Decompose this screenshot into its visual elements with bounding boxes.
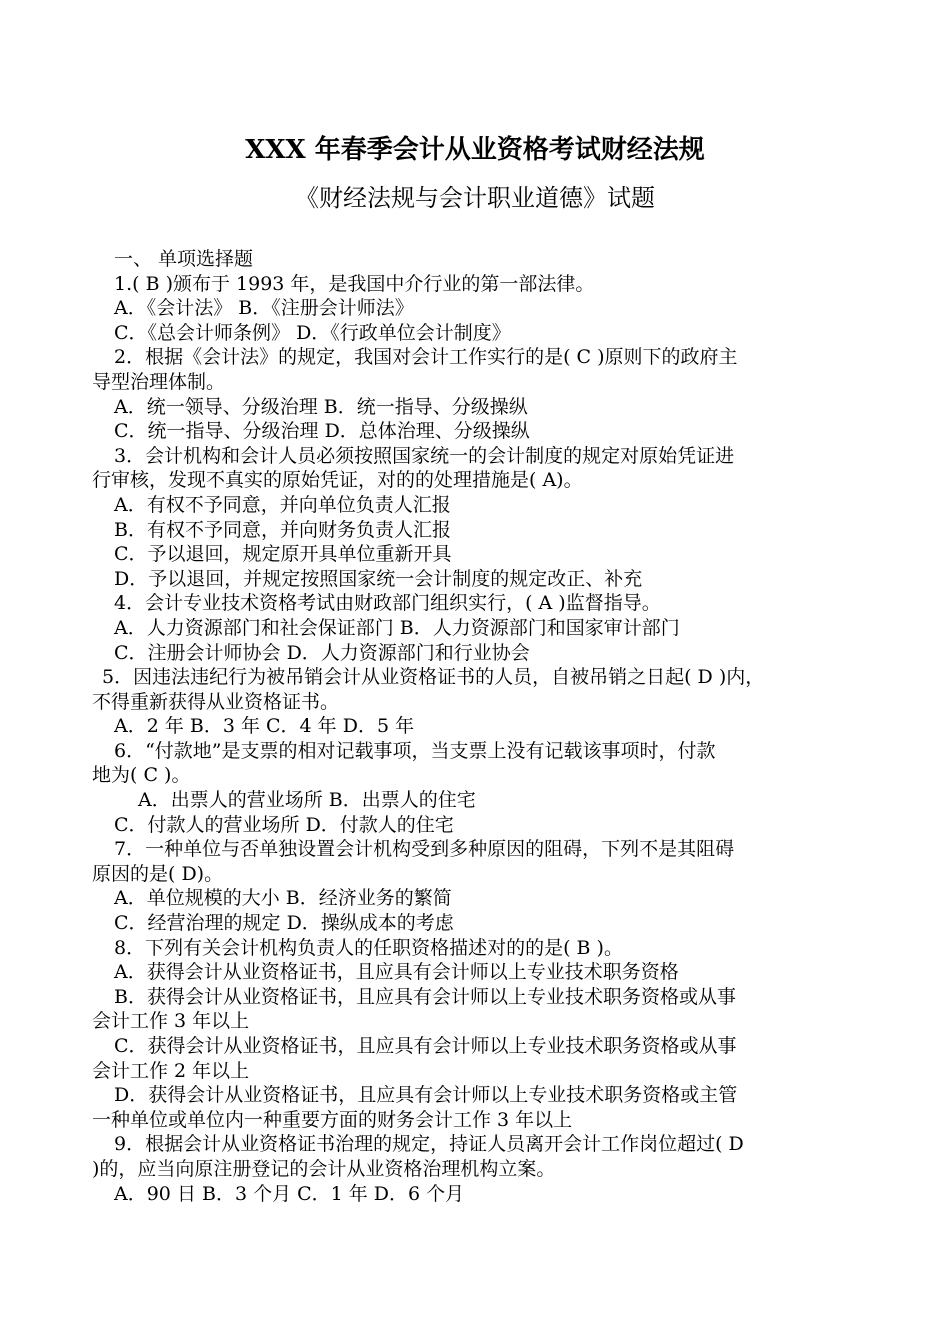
text-line: 导型治理体制。 (92, 370, 226, 393)
text-line: 行审核，发现不真实的原始凭证，对的的处理措施是( A)。 (92, 469, 583, 492)
text-line: D．获得会计从业资格证书，且应具有会计师以上专业技术职务资格或主管 (114, 1084, 738, 1107)
text-line: A．统一领导、分级治理 B．统一指导、分级操纵 (114, 395, 528, 418)
text-line: 地为( C )。 (92, 764, 191, 787)
text-line: A．单位规模的大小 B．经济业务的繁简 (114, 887, 452, 910)
text-line: D．予以退回，并规定按照国家统一会计制度的规定改正、补充 (114, 567, 643, 590)
text-line: )的，应当向原注册登记的会计从业资格治理机构立案。 (92, 1157, 556, 1180)
text-line: C．经营治理的规定 D．操纵成本的考虑 (114, 912, 454, 935)
text-line: C．予以退回，规定原开具单位重新开具 (114, 543, 452, 566)
text-line: A．有权不予同意，并向单位负责人汇报 (114, 493, 451, 516)
text-line: A．获得会计从业资格证书，且应具有会计师以上专业技术职务资格 (114, 961, 679, 984)
text-line: 1.( B )颁布于 1993 年，是我国中介行业的第一部法律。 (114, 272, 595, 295)
text-line: A．人力资源部门和社会保证部门 B．人力资源部门和国家审计部门 (114, 616, 680, 639)
text-line: 一、 单项选择题 (114, 248, 254, 270)
text-line: A．2 年 B．3 年 C．4 年 D．5 年 (114, 715, 415, 738)
text-line: 9．根据会计从业资格证书治理的规定，持证人员离开会计工作岗位超过( D (114, 1133, 744, 1156)
text-line: 会计工作 3 年以上 (92, 1010, 250, 1033)
text-line: A．《会计法》 B．《注册会计师法》 (114, 297, 414, 320)
text-line: A．90 日 B．3 个月 C．1 年 D．6 个月 (114, 1182, 465, 1205)
text-line: C．统一指导、分级治理 D．总体治理、分级操纵 (114, 420, 530, 443)
text-line: 3．会计机构和会计人员必须按照国家统一的会计制度的规定对原始凭证进 (114, 444, 735, 467)
text-line: C．获得会计从业资格证书，且应具有会计师以上专业技术职务资格或从事 (114, 1035, 737, 1057)
text-line: C．注册会计师协会 D．人力资源部门和行业协会 (114, 641, 530, 664)
document-subtitle: 《财经法规与会计职业道德》试题 (295, 184, 655, 212)
text-line: 6．“付款地”是支票的相对记载事项，当支票上没有记载该事项时，付款 (114, 739, 716, 762)
text-line: C．付款人的营业场所 D．付款人的住宅 (114, 813, 454, 836)
text-line: 7．一种单位与否单独设置会计机构受到多种原因的阻碍，下列不是其阻碍 (114, 838, 735, 861)
text-line: 会计工作 2 年以上 (92, 1059, 250, 1082)
text-line: B．有权不予同意，并向财务负责人汇报 (114, 518, 451, 541)
text-line: 5．因违法违纪行为被吊销会计从业资格证书的人员，自被吊销之日起( D )内， (102, 666, 765, 689)
text-line: 8．下列有关会计机构负责人的任职资格描述对的的是( B )。 (114, 936, 623, 959)
text-line: 2．根据《会计法》的规定，我国对会计工作实行的是( C )原则下的政府主 (114, 346, 738, 369)
text-line: A．出票人的营业场所 B．出票人的住宅 (138, 789, 476, 812)
question-body (92, 247, 872, 1206)
text-line: 4．会计专业技术资格考试由财政部门组织实行，( A )监督指导。 (114, 592, 661, 615)
text-line: 一种单位或单位内一种重要方面的财务会计工作 3 年以上 (92, 1108, 573, 1131)
text-line: B．获得会计从业资格证书，且应具有会计师以上专业技术职务资格或从事 (114, 985, 736, 1008)
text-line: 原因的是( D)。 (92, 862, 224, 885)
text-line: 不得重新获得从业资格证书。 (92, 690, 340, 713)
document-title: XXX 年春季会计从业资格考试财经法规 (245, 135, 705, 165)
text-line: C．《总会计师条例》 D．《行政单位会计制度》 (114, 321, 511, 344)
